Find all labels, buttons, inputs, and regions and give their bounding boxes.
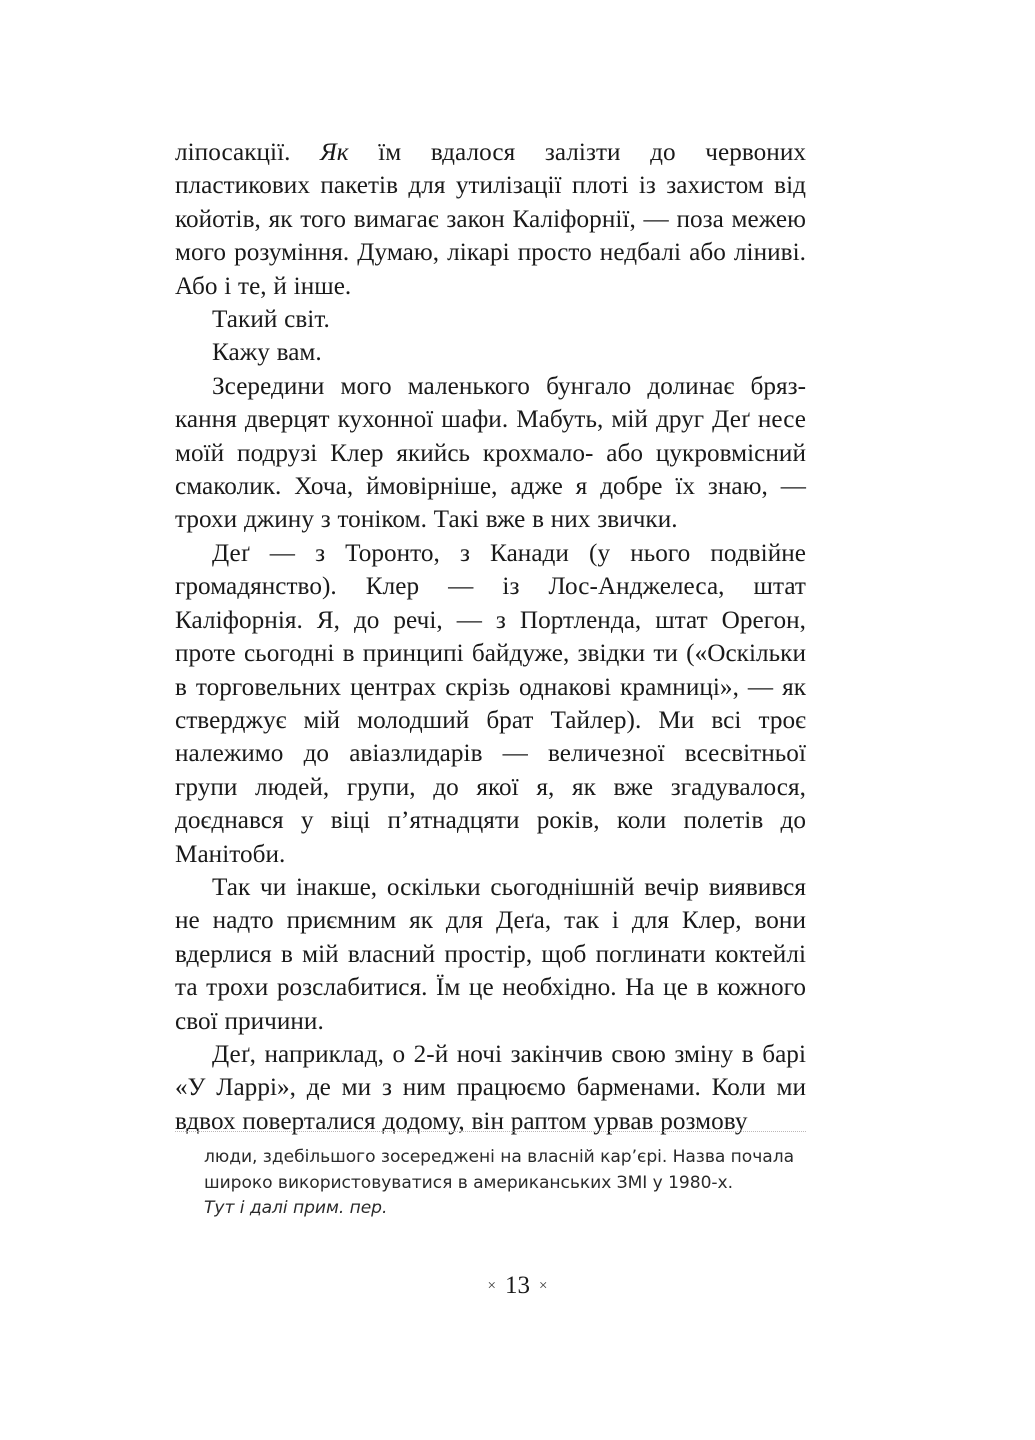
folio-page-number: 13 bbox=[505, 1272, 530, 1299]
paragraph-6: Так чи інакше, оскільки сьогоднішній вечір виявився не надто приємним як для Деґа, так і для Клер, вони вдерлися в мій власний простір, щоб поглинати коктейлі та трохи розслабитися. Їм це необхідно. На це в кожного свої причини. bbox=[175, 873, 806, 1035]
folio-ornament-left: × bbox=[487, 1278, 496, 1294]
paragraph-2: Такий світ. bbox=[212, 306, 330, 334]
footnote-text: люди, здебільшого зосереджені на власній кар’єрі. Назва почала широко використовуватися в американських ЗМІ у 1980-х. bbox=[204, 1147, 794, 1193]
body-text-block bbox=[175, 136, 806, 1138]
page-folio bbox=[0, 1272, 1035, 1300]
footnote-block bbox=[204, 1145, 809, 1222]
paragraph-5: Деґ — з Торонто, з Канади (у нього подвійне громадянство). Клер — із Лос-Анджелеса, штат Каліфорнія. Я, до речі, — з Портленда, штат Орегон, проте сьогодні в принципі байдуже, звідки ти («Оскільки в торговельних центрах скрізь однакові крамниці», — як стверджує мій молодший брат Тайлер). Ми всі троє належимо до авіазлидарів — величезної всесвітньої групи людей, групи, до якої я, як вже згадувалося, доєднався у віці п’ятнадцяти років, коли полетів до Манітоби. bbox=[175, 539, 806, 868]
paragraph-1 bbox=[175, 136, 806, 303]
paragraph-1-rest: їм вдалося залізти до червоних пластикових пакетів для утилізації плоті із захистом від койотів, як того вимагає закон Каліфорнії, — поза межею мого розуміння. Думаю, лікарі просто недбалі або ліниві. Або і те, й інше. bbox=[175, 139, 807, 300]
paragraph-1-italic-phrase: Як bbox=[320, 139, 349, 166]
footnote-separator-rule bbox=[175, 1131, 806, 1133]
folio-ornament-right: × bbox=[539, 1278, 548, 1294]
footnote-source-note: Тут і далі прим. пер. bbox=[204, 1198, 388, 1219]
paragraph-4: Зсередини мого маленького бунгало долинає брязкання дверцят кухонної шафи. Мабуть, мій друг Деґ несе моїй подрузі Клер якийсь крохмало- або цукровмісний смаколик. Хоча, ймовірніше, адже я добре їх знаю, — трохи джину з тоніком. Такі вже в них звички. bbox=[175, 372, 806, 534]
paragraph-3: Кажу вам. bbox=[212, 339, 322, 367]
paragraph-1-lead: ліпосакції. bbox=[175, 139, 321, 166]
paragraph-7: Деґ, наприклад, о 2-й ночі закінчив свою зміну в барі «У Ларрі», де ми з ним працюємо барменами. Коли ми вдвох поверталися додому, він раптом урвав розмову bbox=[175, 1040, 806, 1135]
